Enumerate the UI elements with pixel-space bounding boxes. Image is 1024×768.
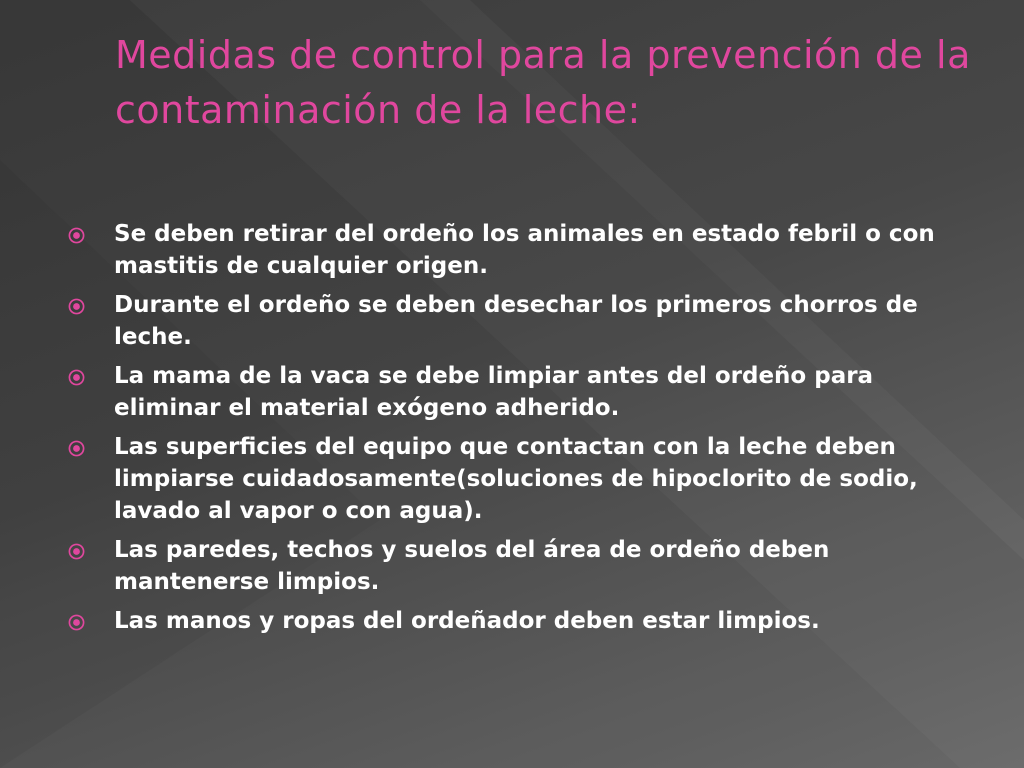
list-item <box>68 534 968 598</box>
list-item <box>68 360 968 424</box>
circled-dot-icon <box>68 614 85 631</box>
bullet-text: Durante el ordeño se deben desechar los primeros chorros de leche. <box>114 292 918 350</box>
bullet-list <box>68 218 968 644</box>
circled-dot-icon <box>68 440 85 457</box>
circled-dot-icon <box>68 369 85 386</box>
bullet-text: Se deben retirar del ordeño los animales en estado febril o con mastitis de cualquier origen. <box>114 221 935 279</box>
bullet-text: La mama de la vaca se debe limpiar antes del ordeño para eliminar el material exógeno adherido. <box>114 363 874 421</box>
bullet-text: Las manos y ropas del ordeñador deben estar limpios. <box>114 608 820 634</box>
circled-dot-icon <box>68 543 85 560</box>
bullet-text: Las paredes, techos y suelos del área de ordeño deben mantenerse limpios. <box>114 537 830 595</box>
circled-dot-icon <box>68 298 85 315</box>
bullet-text: Las superficies del equipo que contactan con la leche deben limpiarse cuidadosamente(soluciones de hipoclorito de sodio, lavado al vapor o con agua). <box>114 434 918 524</box>
list-item <box>68 218 968 282</box>
slide-title: Medidas de control para la prevención de la contaminación de la leche: <box>115 33 971 132</box>
list-item <box>68 605 968 637</box>
circled-dot-icon <box>68 227 85 244</box>
list-item <box>68 431 968 527</box>
list-item <box>68 289 968 353</box>
